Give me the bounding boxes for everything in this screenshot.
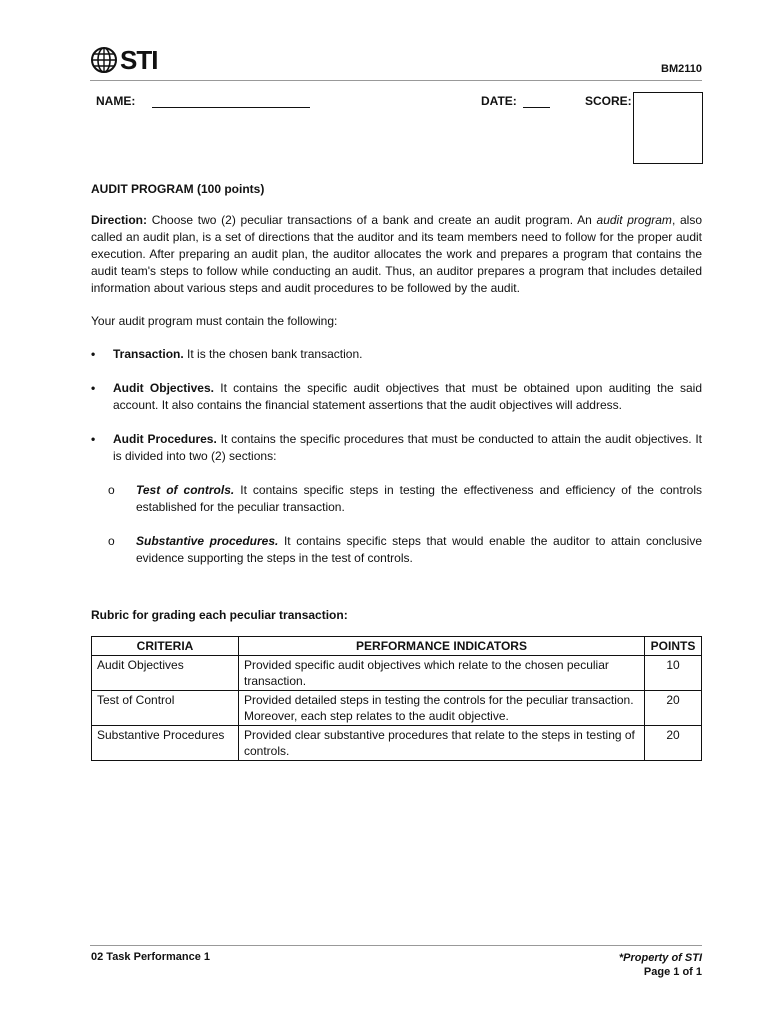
rubric-table xyxy=(91,636,702,761)
direction-label: Direction: xyxy=(91,213,148,227)
table-header-row xyxy=(92,637,702,656)
column-header-points: POINTS xyxy=(645,637,702,656)
sti-logo xyxy=(90,44,157,76)
logo-text: STI xyxy=(120,44,158,75)
sub-list-item-label: Substantive procedures. xyxy=(136,534,279,548)
score-label: SCORE: xyxy=(585,94,632,108)
indicator-cell: Provided clear substantive procedures that relate to the steps in testing of controls. xyxy=(239,726,645,761)
bullet-icon: • xyxy=(91,347,96,361)
property-notice: *Property of STI xyxy=(618,952,702,964)
sub-bullet-icon: o xyxy=(108,534,115,548)
list-item xyxy=(91,431,702,465)
bullet-icon: • xyxy=(91,381,96,395)
list-item xyxy=(91,380,702,414)
sub-list-item xyxy=(91,482,702,516)
list-item-text: It contains the specific procedures that must be conducted to attain the audit objectives. It is divided into two (2) sections: xyxy=(113,432,703,463)
bullet-icon: • xyxy=(91,432,96,446)
list-item xyxy=(91,346,702,363)
column-header-criteria: CRITERIA xyxy=(92,637,239,656)
sub-list-item-label: Test of controls. xyxy=(136,483,235,497)
list-item-text: It is the chosen bank transaction. xyxy=(183,347,363,361)
table-row xyxy=(92,656,702,691)
name-field-line[interactable] xyxy=(152,107,310,108)
points-cell: 10 xyxy=(645,656,702,691)
footer-right xyxy=(619,951,702,979)
requirements-list xyxy=(91,346,702,567)
score-box[interactable] xyxy=(633,92,703,164)
globe-icon xyxy=(90,46,118,74)
sub-list-item-text: It contains specific steps that would enable the auditor to attain conclusive evidence supporting the steps in the test of controls. xyxy=(136,534,702,565)
sub-bullet-icon: o xyxy=(108,483,115,497)
direction-emphasis: audit program xyxy=(596,213,672,227)
rubric-title: Rubric for grading each peculiar transaction: xyxy=(91,608,348,622)
indicator-cell: Provided specific audit objectives which relate to the chosen peculiar transaction. xyxy=(239,656,645,691)
name-label: NAME: xyxy=(96,94,136,108)
list-item-text: It contains the specific audit objectives that must be obtained upon auditing the said account. It also contains the financial statement assertions that the audit objectives will address. xyxy=(113,381,703,412)
direction-text-2: , also called an audit plan, is a set of directions that the auditor and its team members need to follow for the proper audit execution. After preparing an audit plan, the auditor allocates the work and prepares a program that contains the audit team's steps to follow while conducting an audit. Thus, an auditor prepares a program that includes detailed information about various steps and audit procedures to be followed by the audit. xyxy=(91,213,702,295)
criteria-cell: Substantive Procedures xyxy=(92,726,239,761)
sub-list-item-text: It contains specific steps in testing the effectiveness and efficiency of the controls established for the peculiar transaction. xyxy=(136,483,702,514)
list-item-label: Transaction. xyxy=(113,347,184,361)
page-title: AUDIT PROGRAM (100 points) xyxy=(91,182,265,196)
sub-list-item xyxy=(91,533,702,567)
points-cell: 20 xyxy=(645,691,702,726)
document-code: BM2110 xyxy=(661,63,702,75)
footer-task-label: 02 Task Performance 1 xyxy=(91,951,211,963)
document-body xyxy=(91,181,702,761)
criteria-cell: Audit Objectives xyxy=(92,656,239,691)
list-item-label: Audit Objectives. xyxy=(113,381,214,395)
date-label: DATE: xyxy=(481,94,517,108)
table-row xyxy=(92,691,702,726)
page-number: Page 1 of 1 xyxy=(643,966,702,978)
column-header-indicators: PERFORMANCE INDICATORS xyxy=(239,637,645,656)
header-divider xyxy=(90,80,702,81)
list-item-label: Audit Procedures. xyxy=(113,432,217,446)
direction-text-1: Choose two (2) peculiar transactions of a bank and create an audit program. An xyxy=(147,213,597,227)
criteria-cell: Test of Control xyxy=(92,691,239,726)
points-cell: 20 xyxy=(645,726,702,761)
indicator-cell: Provided detailed steps in testing the controls for the peculiar transaction. Moreover, each step relates to the audit objective. xyxy=(239,691,645,726)
date-field-line[interactable] xyxy=(523,107,550,108)
footer-divider xyxy=(90,945,702,946)
intro-paragraph: Your audit program must contain the following: xyxy=(91,314,338,328)
direction-paragraph xyxy=(91,212,702,297)
table-row xyxy=(92,726,702,761)
